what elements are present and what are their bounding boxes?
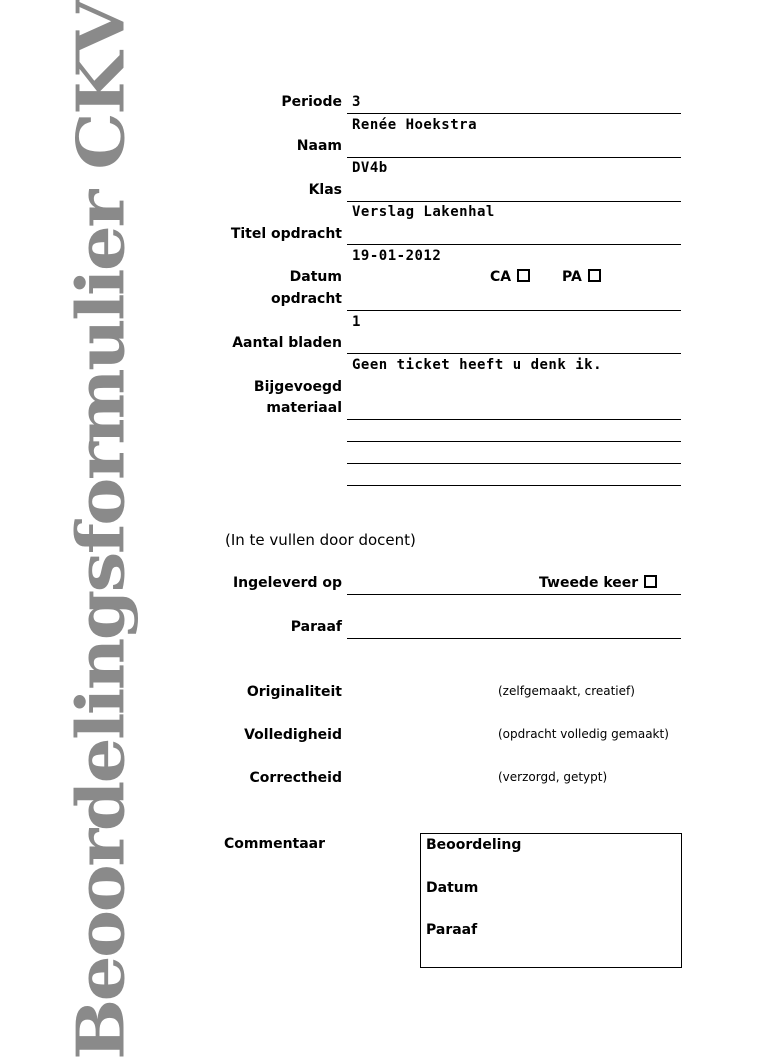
hint-volledigheid: (opdracht volledig gemaakt) [498, 727, 669, 741]
value-klas: DV4b [352, 160, 388, 176]
beoordeling-box [420, 833, 682, 968]
label-correctheid: Correctheid [249, 770, 342, 786]
line-titel [347, 244, 681, 245]
label-naam: Naam [296, 138, 342, 154]
pa-label: PA [562, 269, 582, 285]
ca-label: CA [490, 269, 512, 285]
tweede-keer-checkbox[interactable] [644, 575, 657, 588]
value-titel: Verslag Lakenhal [352, 204, 495, 220]
hint-originaliteit: (zelfgemaakt, creatief) [498, 684, 635, 698]
box-datum-label: Datum [426, 880, 479, 896]
docent-note: (In te vullen door docent) [225, 531, 416, 549]
line-naam [347, 157, 681, 158]
pa-checkbox-group[interactable] [562, 269, 601, 285]
line-bijgevoegd-3 [347, 463, 681, 464]
label-klas: Klas [308, 182, 342, 198]
label-opdracht: opdracht [271, 291, 342, 307]
label-ingeleverd: Ingeleverd op [232, 575, 342, 591]
label-materiaal: materiaal [266, 400, 342, 416]
value-periode: 3 [352, 94, 361, 110]
value-aantal: 1 [352, 314, 361, 330]
label-bijgevoegd: Bijgevoegd [253, 379, 342, 395]
pa-checkbox[interactable] [588, 269, 601, 282]
tweede-keer-label: Tweede keer [539, 575, 639, 591]
line-bijgevoegd-2 [347, 441, 681, 442]
form-side-title: Beoordelingsformulier CKV [61, 0, 139, 1059]
ca-checkbox[interactable] [517, 269, 530, 282]
label-volledigheid: Volledigheid [244, 727, 342, 743]
box-beoordeling-label: Beoordeling [426, 837, 522, 853]
value-datum: 19-01-2012 [352, 248, 442, 264]
label-originaliteit: Originaliteit [246, 684, 342, 700]
value-naam: Renée Hoekstra [352, 117, 478, 133]
value-bijgevoegd: Geen ticket heeft u denk ik. [352, 357, 603, 373]
hint-correctheid: (verzorgd, getypt) [498, 770, 608, 784]
line-datum [347, 310, 681, 311]
box-paraaf-label: Paraaf [426, 922, 478, 938]
tweede-keer-group[interactable] [539, 575, 657, 591]
label-periode: Periode [281, 94, 342, 110]
line-aantal [347, 353, 681, 354]
ca-checkbox-group[interactable] [490, 269, 530, 285]
label-titel: Titel opdracht [230, 226, 342, 242]
line-paraaf [347, 638, 681, 639]
line-periode [347, 113, 681, 114]
line-ingeleverd [347, 594, 681, 595]
line-bijgevoegd-1 [347, 419, 681, 420]
label-datum: Datum [289, 269, 342, 285]
label-paraaf: Paraaf [290, 619, 342, 635]
label-aantal: Aantal bladen [232, 335, 342, 351]
line-bijgevoegd-4 [347, 485, 681, 486]
label-commentaar: Commentaar [224, 836, 326, 852]
line-klas [347, 201, 681, 202]
